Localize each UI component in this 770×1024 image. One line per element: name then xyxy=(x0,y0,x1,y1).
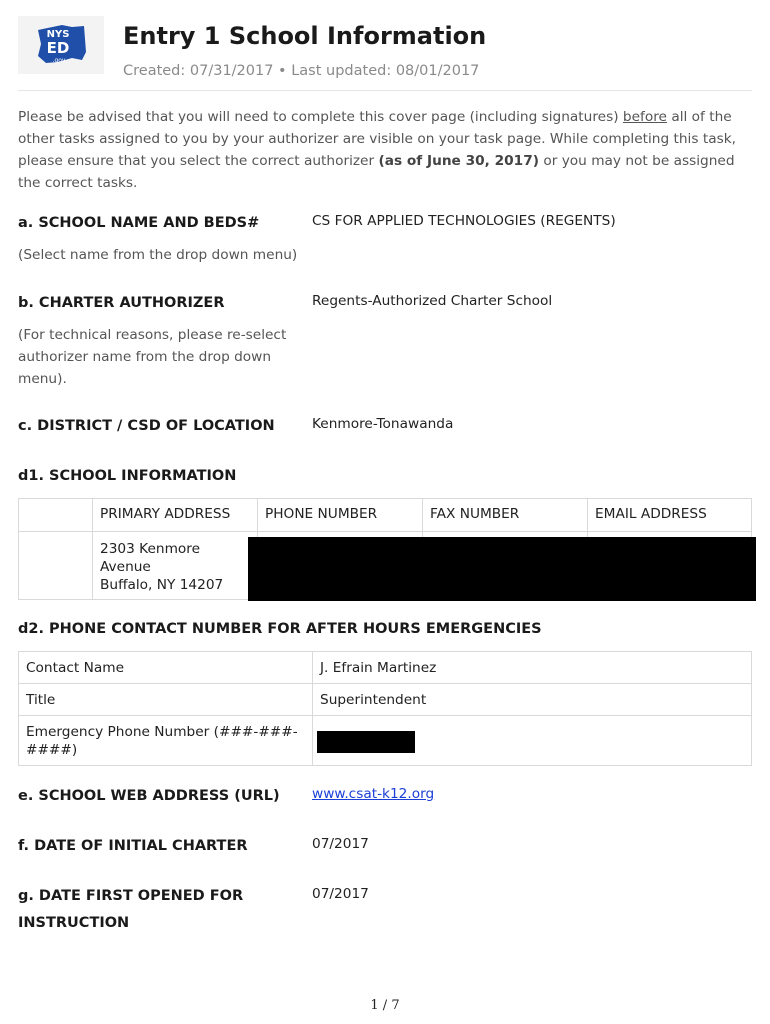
intro-underlined: before xyxy=(622,109,667,125)
district-value: Kenmore-Tonawanda xyxy=(312,416,454,432)
section-a-label: a. SCHOOL NAME AND BEDS# xyxy=(18,215,260,231)
table-header-row xyxy=(19,499,752,532)
section-b-note: (For technical reasons, please re-select authorizer name from the drop down menu). xyxy=(18,327,287,387)
section-g-label-line: g. DATE FIRST OPENED FOR xyxy=(18,888,244,904)
section-c-label: c. DISTRICT / CSD OF LOCATION xyxy=(18,418,275,434)
intro-paragraph xyxy=(18,106,752,194)
section-b-label: b. CHARTER AUTHORIZER xyxy=(18,295,225,311)
page-number: 1 / 7 xyxy=(370,998,400,1013)
table-cell-value: J. Efrain Martinez xyxy=(313,652,752,684)
logo-ed-text: ED xyxy=(46,39,70,57)
table-cell-label: Contact Name xyxy=(19,652,313,684)
logo-gov-text: .gov xyxy=(52,57,66,64)
nysed-logo xyxy=(18,16,104,74)
authorizer-value: Regents-Authorized Charter School xyxy=(312,293,553,309)
intro-text-3: or you may not be assigned the correct tasks. xyxy=(18,153,735,191)
redaction-block xyxy=(317,731,415,753)
section-d1-label: d1. SCHOOL INFORMATION xyxy=(18,468,237,484)
school-url-value xyxy=(312,786,434,802)
address-line: 2303 Kenmore xyxy=(100,541,201,557)
page-title: Entry 1 School Information xyxy=(123,22,487,50)
address-line: Buffalo, NY 14207 xyxy=(100,577,224,593)
nys-map-icon xyxy=(32,22,90,68)
logo-nys-text: NYS xyxy=(46,29,70,40)
table-header-cell: FAX NUMBER xyxy=(423,499,588,532)
address-line: Avenue xyxy=(100,559,151,575)
primary-address-cell xyxy=(93,532,258,600)
table-cell-value: Superintendent xyxy=(313,684,752,716)
table-header-cell xyxy=(19,499,93,532)
redaction-block xyxy=(248,537,756,601)
table-cell-label: Title xyxy=(19,684,313,716)
section-a-note: (Select name from the drop down menu) xyxy=(18,247,298,263)
section-f-label: f. DATE OF INITIAL CHARTER xyxy=(18,838,248,854)
intro-text-1: Please be advised that you will need to complete this cover page (including signatures) xyxy=(18,109,623,125)
section-e-label: e. SCHOOL WEB ADDRESS (URL) xyxy=(18,788,280,804)
table-cell-label: Emergency Phone Number (###-###-####) xyxy=(19,716,313,766)
initial-charter-date-value: 07/2017 xyxy=(312,836,369,852)
table-cell xyxy=(19,532,93,600)
section-g-label xyxy=(18,883,243,937)
table-header-cell: EMAIL ADDRESS xyxy=(588,499,752,532)
section-g-label-line: INSTRUCTION xyxy=(18,915,130,931)
intro-bold: (as of June 30, 2017) xyxy=(378,153,539,169)
table-header-cell: PRIMARY ADDRESS xyxy=(93,499,258,532)
section-d2-label: d2. PHONE CONTACT NUMBER FOR AFTER HOURS EMERGENCIES xyxy=(18,621,542,637)
page-header xyxy=(18,12,752,91)
first-opened-date-value: 07/2017 xyxy=(312,886,369,902)
school-name-value: CS FOR APPLIED TECHNOLOGIES (REGENTS) xyxy=(312,213,616,229)
table-header-cell: PHONE NUMBER xyxy=(258,499,423,532)
page-dates: Created: 07/31/2017 • Last updated: 08/01/2017 xyxy=(123,63,480,79)
intro-text-2: all of the other tasks assigned to you by your authorizer are visible on your task page. While completing this task, please ensure that you select the correct authorizer xyxy=(18,109,737,169)
table-row xyxy=(19,684,752,716)
table-row xyxy=(19,652,752,684)
school-url-link[interactable]: www.csat-k12.org xyxy=(312,786,435,802)
